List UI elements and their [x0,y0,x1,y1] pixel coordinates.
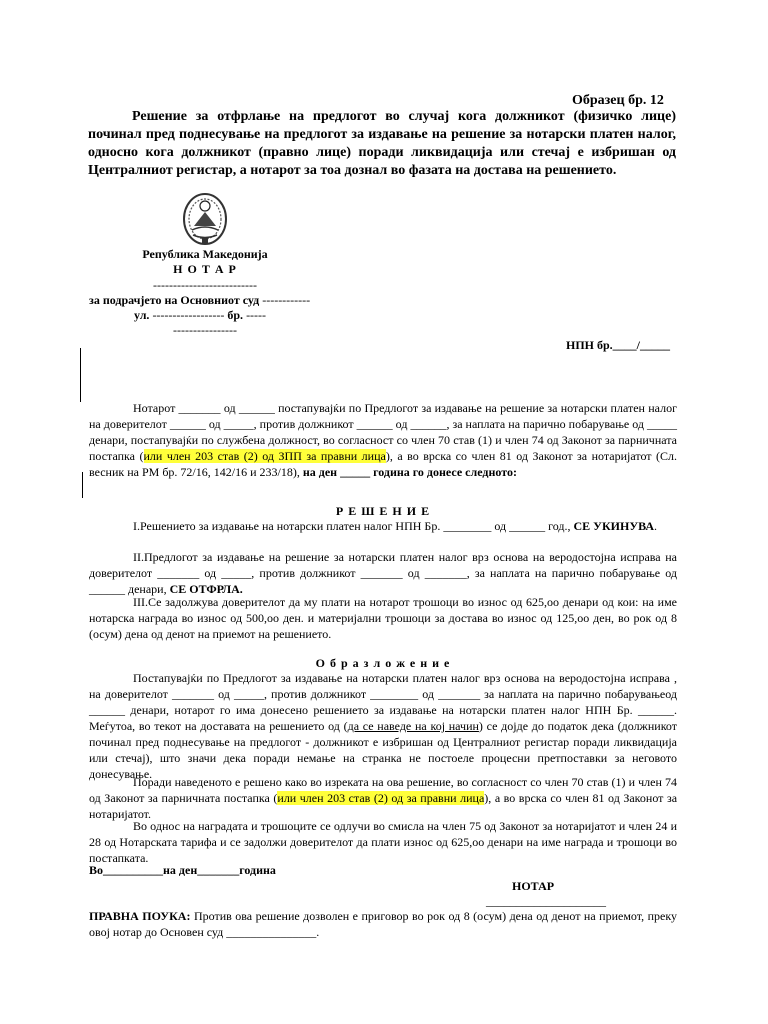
decision-item-3: III.Се задолжува доверителот да му плати на нотарот трошоци во износ од 625,оо денари од кои: на име нотарска награда во износ од 500,оо ден. и материјални трошоци за достава во износ од 125,оо ден, во рок од 8 (осум) дена од денот на приемот на решението. [89,595,677,641]
decision-ii-bold: СЕ ОТФРЛА. [169,582,243,596]
reasoning-p2-text-2: ), а во врска со член 81 од Законот за нотаријатот. [89,791,678,821]
court-label: за подрачјето на Основниот суд [89,293,260,307]
npn-number: НПН бр.____/_____ [566,338,671,352]
court-line [89,292,310,308]
reasoning-p1-text-2: ) се дојде до податок дека (должникот починал пред поднесување на предлогот - должникот е избришан од Централниот регистар поради ликвидација или стечај), што значи дека поради немање на странка не постоеле процесни претпоставки за неговото донесување. [89,719,677,781]
number-label: бр. [227,308,244,322]
legal-text: Против ова решение дозволен е приговор во рок од 8 (осум) дена од денот на приемот, преку овој нотар до Основен суд _______________. [89,909,678,939]
reasoning-p2-text: Поради наведеното е решено како во изреката на ова решение, во согласност со член 70 став (1) и член 74 од Законот за парничната постапка ( [89,775,677,805]
reasoning-p1-underline: да се наведе на кој начин [347,719,479,733]
reasoning-heading: О б р а з л о ж е н и е [315,656,451,670]
header-line: -------------------------- [153,278,257,292]
number-dashes: ----- [246,308,267,322]
republic-label: Република Македонија [142,247,268,261]
legal-instruction [89,908,677,940]
reasoning-paragraph-2 [89,774,677,822]
street-line [134,307,266,323]
decision-item-1: I.Решението за издавање на нотарски платен налог НПН Бр. ________ од ______ год., СЕ УКИНУВА. [133,519,658,533]
reasoning-p2-highlight: или член 203 став (2) од за правни лица [277,791,485,805]
intro-highlight: или член 203 став (2) од ЗПП за правни лица [143,449,386,463]
decision-i1-text: I.Решението за издавање на нотарски платен налог НПН Бр. ________ од ______ год., [133,519,571,533]
intro-text-3: на ден _____ година го донесе следното: [302,465,517,479]
signature-line: ____________________ [486,894,606,908]
legal-label: ПРАВНА ПОУКА: [89,909,191,923]
notary-header: Н О Т А Р [173,262,237,276]
intro-paragraph [89,400,677,480]
notary-signature-label: НОТАР [512,879,555,893]
document-title: Решение за отфрлање на предлогот во случај кога должникот (физичко лице) починал пред поднесување на предлогот за издавање на решение за нотарски платен налог, односно кога должникот (правно лице) поради ликвидација или стечај е избришан од Централниот регистар, а нотарот за тоа дознал во фазата на достава на решението. [88,109,676,178]
intro-text-2: ), а во врска со член 81 од Законот за нотаријатот (Сл. весник на РМ бр. 72/16, 142/16 и 233/18), [89,449,678,479]
margin-mark [80,348,81,402]
court-dashes: ------------ [262,293,311,307]
reasoning-paragraph-3: Во однос на наградата и трошоците се одлучи во смисла на член 75 од Законот за нотаријатот и член 24 и 28 од Нотарската тарифа и се задолжи доверителот да плати износ од 625,оо денари на име награда и трошоци во постапката. [89,819,677,865]
decision-item-2 [89,549,677,597]
decision-heading: Р Е Ш Е Н И Е [335,504,431,518]
reasoning-p1-text: Постапувајќи по Предлогот за издавање на нотарски платен налог врз основа на веродостојна исправа , на доверителот _______ од _____, против должникот ________ од _______ за наплата на парично побарувањеод ______ денари, нотарот го има донесено решението за издавање на нотарски платен налог НПН Бр. ______. Меѓутоа, во текот на доставата на решението од ( [89,671,677,733]
header-last-line: ---------------- [173,323,237,337]
reasoning-paragraph-1 [89,670,677,782]
decision-i1-bold: СЕ УКИНУВА [573,519,655,533]
margin-mark [82,472,83,498]
street-dashes: ------------------ [152,308,225,322]
form-number: Образец бр. 12 [572,93,664,108]
decision-ii-text: II.Предлогот за издавање на решение за нотарски платен налог врз основа на веродостојна исправа на доверителот _______ од _____, против должникот _______ од _______, за наплата на парично побарување од ______ денари, [89,550,677,596]
intro-text-1: Нотарот _______ од ______ постапувајќи по Предлогот за издавање на решение за нотарски платен налог на доверителот ______ од _____, против должникот ______ од ______, за наплата на парично побарување од _____ денари, постапувајќи по службена должност, во согласност со член 70 став (1) и член 74 од Законот за парничната постапка ( [89,401,677,463]
coat-of-arms-emblem [180,190,230,246]
date-line: Во__________на ден_______година [89,863,276,877]
street-label: ул. [134,308,150,322]
